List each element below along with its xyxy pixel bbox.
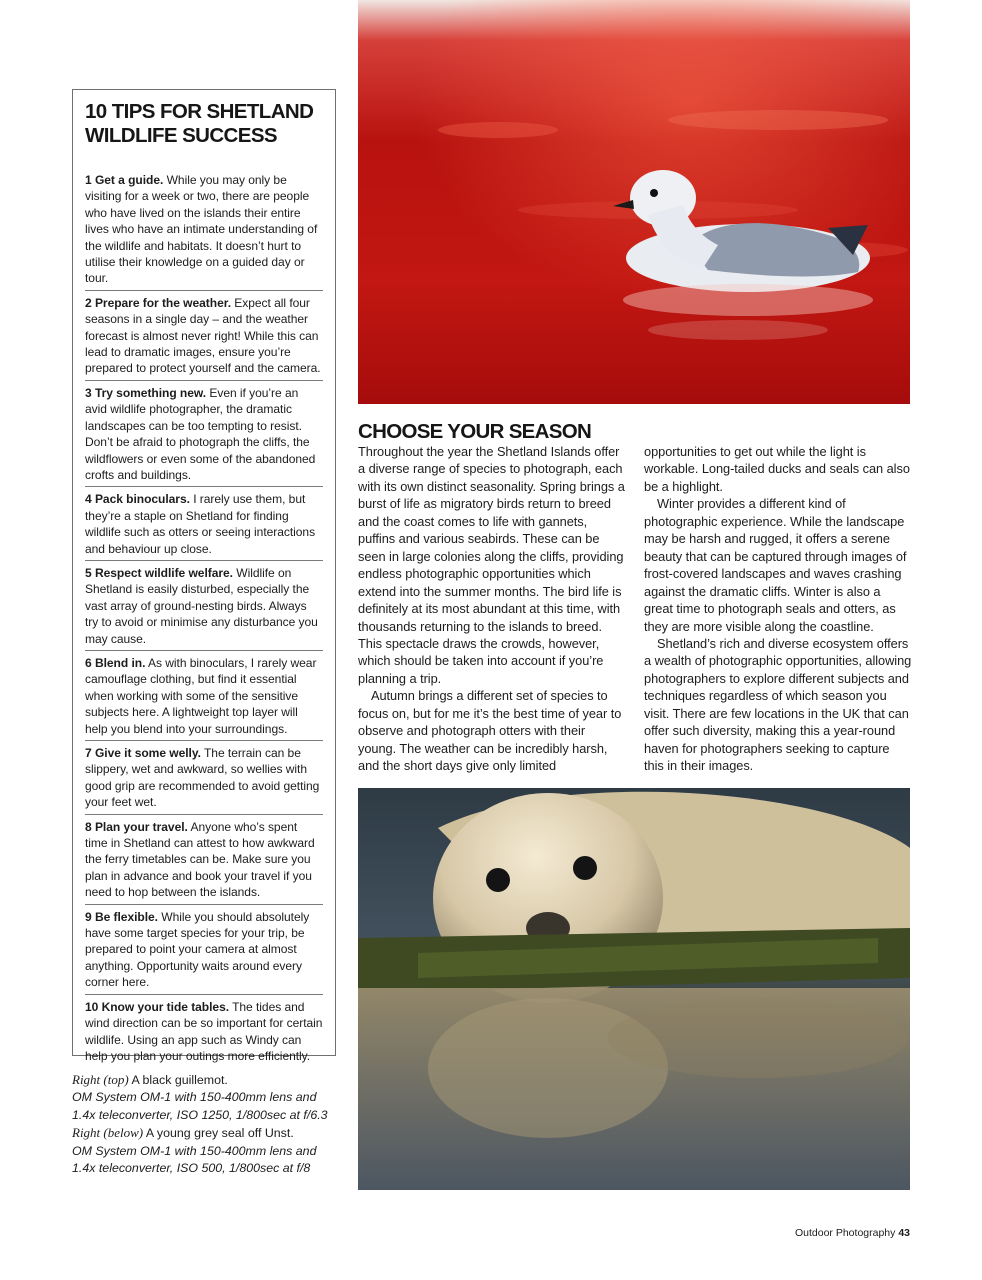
page-number: 43	[898, 1227, 910, 1239]
tip-item	[85, 560, 323, 650]
caption-position: Right (below)	[72, 1125, 144, 1141]
seal-illustration	[358, 788, 910, 1190]
tip-text: I rarely use them, but they’re a staple on Shetland for finding wildlife such as otters or seeing interactions and behaviour up close.	[85, 492, 316, 556]
tip-heading: 1 Get a guide.	[85, 173, 164, 187]
tips-title: 10 TIPS FOR SHETLAND WILDLIFE SUCCESS	[85, 100, 314, 147]
guillemot-photo	[358, 0, 910, 404]
caption-tech: OM System OM-1 with 150-400mm lens and 1.4x teleconverter, ISO 1250, 1/800sec at f/6.3	[72, 1090, 328, 1122]
tip-text: Expect all four seasons in a single day – and the weather forecast is almost never right! While this can lead to dramatic images, ensure you’re prepared to protect yourself and the camera.	[85, 295, 321, 376]
tip-item	[85, 486, 323, 560]
article-paragraph: Winter provides a different kind of photographic experience. While the landscape may be harsh and rugged, it offers a serene beauty that can be captured through images of frost-covered landscapes and waves crashing against the dramatic cliffs. Winter is also a great time to photograph seals and otters, as they are more visible along the coastline.	[644, 496, 907, 634]
tip-heading: 2 Prepare for the weather.	[85, 295, 231, 310]
tips-sidebar	[72, 89, 336, 1063]
tip-item	[85, 994, 323, 1068]
caption-top	[72, 1071, 342, 1124]
magazine-name: Outdoor Photography	[794, 1227, 896, 1239]
tip-item	[85, 740, 323, 814]
tip-text: The terrain can be slippery, wet and awkward, so wellies with good grip are recommended to avoid getting your feet wet.	[85, 746, 320, 810]
seal-photo	[358, 788, 910, 1190]
tip-text: The tides and wind direction can be so important for certain wildlife. Using an app such as Windy can help you plan your outings more efficiently.	[85, 999, 323, 1063]
tip-item	[85, 380, 323, 486]
photo-captions	[72, 1071, 342, 1177]
tip-text: Wildlife on Shetland is easily disturbed, especially the vast array of ground-nesting birds. Always try to avoid or minimise any disturbance you may cause.	[85, 565, 318, 646]
article-column-2	[644, 443, 912, 775]
tip-heading: 3 Try something new.	[85, 385, 207, 400]
tip-text: Anyone who’s spent time in Shetland can attest to how awkward the ferry timetables can be. Make sure you plan in advance and book your travel if you need to hop between the islands.	[85, 819, 315, 900]
guillemot-illustration	[358, 0, 910, 404]
article-paragraph: Throughout the year the Shetland Islands offer a diverse range of species to photograph, each with its own distinct seasonality. Spring brings a burst of life as migratory birds return to breed and the coast comes to life with gannets, puffins and various seabirds. These can be seen in large colonies along the cliffs, providing endless photographic opportunities which extend into the summer months. The bird life is definitely at its most abundant at this time, with thousands returning to the islands to breed. This spectacle draws the crowds, however, which should be taken into account if you’re planning a trip.	[358, 444, 625, 686]
tip-item	[85, 650, 323, 740]
tip-heading: 5 Respect wildlife welfare.	[85, 565, 233, 580]
tip-text: Even if you’re an avid wildlife photographer, the dramatic landscapes can be too tempting to resist. Don’t be afraid to photograph the cliffs, the wildflowers or even some of the abandoned crofts and buildings.	[85, 385, 316, 482]
tip-item	[85, 904, 323, 994]
caption-below	[72, 1124, 342, 1177]
tip-item	[85, 814, 323, 904]
tip-heading: 4 Pack binoculars.	[85, 492, 190, 507]
caption-tech: OM System OM-1 with 150-400mm lens and 1.4x teleconverter, ISO 500, 1/800sec at f/8	[72, 1143, 317, 1176]
tip-heading: 9 Be flexible.	[85, 909, 158, 924]
tip-heading: 10 Know your tide tables.	[85, 999, 230, 1014]
section-title: CHOOSE YOUR SEASON	[358, 420, 592, 443]
article-column-1	[358, 443, 626, 775]
tip-text: While you should absolutely have some target species for your trip, be prepared to point your camera at almost anything. Opportunity waits around every corner here.	[85, 909, 310, 990]
tip-item	[85, 172, 323, 290]
article-paragraph: Autumn brings a different set of species to focus on, but for me it’s the best time of year to observe and photograph otters with their young. The weather can be incredibly harsh, and the short days give only limited	[358, 688, 622, 774]
tip-item	[85, 290, 323, 380]
page-footer	[795, 1227, 910, 1239]
tip-text: As with binoculars, I rarely wear camouflage clothing, but find it essential when working with some of the sensitive subjects here. A lightweight top layer will help you blend into your surroundings.	[85, 655, 317, 736]
tip-heading: 7 Give it some welly.	[85, 746, 201, 760]
article-paragraph: Shetland’s rich and diverse ecosystem offers a wealth of photographic opportunities, allowing photographers to explore different subjects and techniques regardless of which season you visit. There are few locations in the UK that can offer such diversity, making this a year-round haven for photographers seeking to capture this in their images.	[644, 635, 912, 774]
caption-subject: A black guillemot.	[128, 1073, 228, 1087]
tip-heading: 6 Blend in.	[85, 655, 146, 670]
caption-subject: A young grey seal off Unst.	[143, 1126, 294, 1141]
caption-position: Right (top)	[72, 1072, 129, 1087]
tip-text: While you may only be visiting for a week or two, there are people who have lived on the islands their entire lives who have an intimate understanding of the wildlife and habitats. It doesn’t hurt to utilise their knowledge on a guided day or tour.	[85, 173, 318, 286]
article-paragraph: opportunities to get out while the light is workable. Long-tailed ducks and seals can also be a highlight.	[644, 444, 910, 494]
tip-heading: 8 Plan your travel.	[85, 819, 188, 834]
